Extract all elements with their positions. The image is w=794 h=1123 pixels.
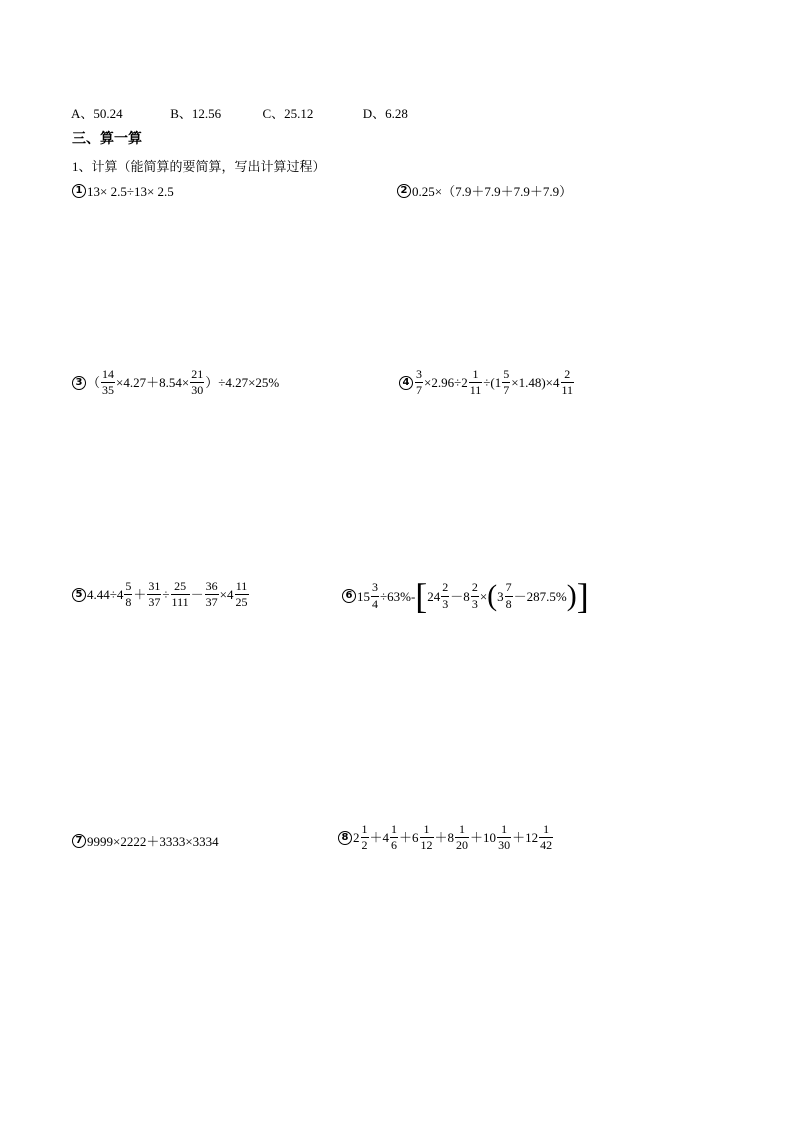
- p4-text-1: ×2.96÷2: [424, 375, 468, 391]
- problem-8: [338, 823, 554, 852]
- p3-text-1: ×4.27＋8.54×: [116, 375, 190, 391]
- p6-text-4: ×: [479, 588, 488, 604]
- p3-fraction-2: [190, 368, 204, 397]
- denominator: 30: [498, 838, 511, 853]
- denominator: 12: [420, 838, 433, 853]
- problem-1-expression: 13× 2.5÷13× 2.5: [87, 183, 174, 199]
- p6-fraction-3: [471, 581, 479, 610]
- answer-choices: [71, 103, 408, 122]
- numerator: 5: [503, 367, 510, 381]
- circled-number-4: 4: [399, 376, 413, 390]
- denominator: 7: [416, 383, 422, 398]
- numerator: 1: [472, 367, 479, 381]
- p6-fraction-2: [441, 581, 449, 610]
- numerator: 1: [361, 822, 368, 836]
- p6-text-2: 24: [427, 588, 441, 604]
- numerator: 14: [102, 367, 115, 381]
- numerator: 1: [391, 822, 398, 836]
- circled-number-7: 7: [72, 834, 86, 848]
- denominator: 37: [148, 595, 161, 610]
- p8-fraction-5: [497, 823, 511, 852]
- numerator: 1: [543, 822, 550, 836]
- p6-right-paren: ): [566, 579, 577, 612]
- p4-fraction-2: [469, 368, 483, 397]
- p5-text-1: ＋: [133, 587, 147, 603]
- denominator: 8: [125, 595, 132, 610]
- p5-text-3: －: [190, 587, 204, 603]
- numerator: 2: [564, 367, 571, 381]
- p5-fraction-5: [235, 580, 249, 609]
- p5-fraction-4: [205, 580, 219, 609]
- p5-text-0: 4.44÷4: [87, 587, 124, 603]
- p8-text-2: ＋6: [399, 830, 419, 846]
- section-title: 三、算一算: [72, 132, 142, 147]
- p6-left-bracket: [: [415, 576, 428, 616]
- p8-fraction-3: [420, 823, 434, 852]
- instruction: 1、计算（能简算的要简算，写出计算过程）: [72, 159, 326, 174]
- p6-text-6: －287.5%: [513, 588, 567, 604]
- denominator: 4: [372, 596, 378, 611]
- denominator: 2: [361, 838, 368, 853]
- denominator: 37: [205, 595, 218, 610]
- p6-text-3: －8: [450, 588, 470, 604]
- problem-6: [342, 578, 589, 614]
- p4-fraction-3: [502, 368, 510, 397]
- numerator: 25: [174, 579, 187, 593]
- numerator: 2: [471, 580, 478, 595]
- numerator: 31: [148, 579, 161, 593]
- denominator: 111: [171, 595, 189, 610]
- denominator: 3: [471, 596, 478, 611]
- p8-fraction-4: [455, 823, 469, 852]
- denominator: 7: [503, 383, 510, 398]
- numerator: 3: [416, 367, 422, 381]
- p4-text-2: ÷(1: [483, 375, 502, 391]
- p5-fraction-1: [124, 580, 132, 609]
- p8-text-5: ＋12: [512, 830, 539, 846]
- denominator: 42: [540, 838, 553, 853]
- circled-number-3: 3: [72, 376, 86, 390]
- problem-4: [399, 368, 575, 397]
- p6-text-5: 3: [497, 588, 504, 604]
- p6-text-1: ÷63%-: [380, 588, 416, 604]
- p8-fraction-6: [539, 823, 553, 852]
- p8-fraction-2: [390, 823, 398, 852]
- p4-fraction-4: [561, 368, 575, 397]
- numerator: 11: [235, 579, 248, 593]
- p5-text-4: ×4: [219, 587, 234, 603]
- circled-number-1: 1: [72, 184, 86, 198]
- choice-b: B、12.56: [170, 106, 222, 121]
- denominator: 30: [191, 383, 204, 398]
- p4-fraction-1: [415, 368, 423, 397]
- numerator: 5: [125, 579, 132, 593]
- numerator: 1: [423, 822, 430, 836]
- circled-number-5: 5: [72, 588, 86, 602]
- p4-text-3: ×1.48)×4: [511, 375, 560, 391]
- p8-text-4: ＋10: [470, 830, 497, 846]
- denominator: 35: [102, 383, 115, 398]
- circled-number-6: 6: [342, 589, 356, 603]
- problem-1: [72, 184, 174, 198]
- numerator: 7: [505, 580, 512, 595]
- p8-text-3: ＋8: [434, 830, 455, 846]
- numerator: 21: [191, 367, 204, 381]
- p6-left-paren: (: [487, 579, 498, 612]
- p8-text-0: 2: [353, 830, 360, 846]
- problem-2-expression: 0.25×（7.9＋7.9＋7.9＋7.9）: [412, 183, 573, 199]
- p5-text-2: ÷: [162, 587, 170, 603]
- p6-right-bracket: ]: [576, 576, 589, 616]
- p8-text-1: ＋4: [369, 830, 390, 846]
- problem-3: [72, 368, 279, 397]
- problem-7-expression: 9999×2222＋3333×3334: [87, 833, 219, 849]
- denominator: 11: [561, 383, 574, 398]
- numerator: 3: [372, 580, 378, 595]
- p5-fraction-3: [171, 580, 190, 609]
- denominator: 11: [469, 383, 482, 398]
- p3-open-paren: （: [87, 375, 101, 391]
- choice-c: C、25.12: [262, 106, 314, 121]
- problem-5: [72, 580, 250, 609]
- denominator: 25: [235, 595, 248, 610]
- p5-fraction-2: [147, 580, 161, 609]
- numerator: 1: [459, 822, 466, 836]
- problem-7: [72, 834, 219, 848]
- numerator: 2: [442, 580, 449, 595]
- problem-2: [397, 184, 572, 198]
- circled-number-8: 8: [338, 831, 352, 845]
- denominator: 6: [391, 838, 398, 853]
- p6-fraction-4: [505, 581, 513, 610]
- p6-fraction-1: [371, 581, 379, 610]
- denominator: 20: [456, 838, 469, 853]
- p8-fraction-1: [361, 823, 369, 852]
- p3-fraction-1: [101, 368, 115, 397]
- choice-d: D、6.28: [362, 106, 408, 121]
- circled-number-2: 2: [397, 184, 411, 198]
- numerator: 36: [205, 579, 218, 593]
- denominator: 3: [442, 596, 449, 611]
- p6-text-0: 15: [357, 588, 370, 604]
- p3-text-2: ）÷4.27×25%: [205, 375, 280, 391]
- denominator: 8: [505, 596, 512, 611]
- numerator: 1: [501, 822, 508, 836]
- choice-a: A、50.24: [71, 106, 123, 121]
